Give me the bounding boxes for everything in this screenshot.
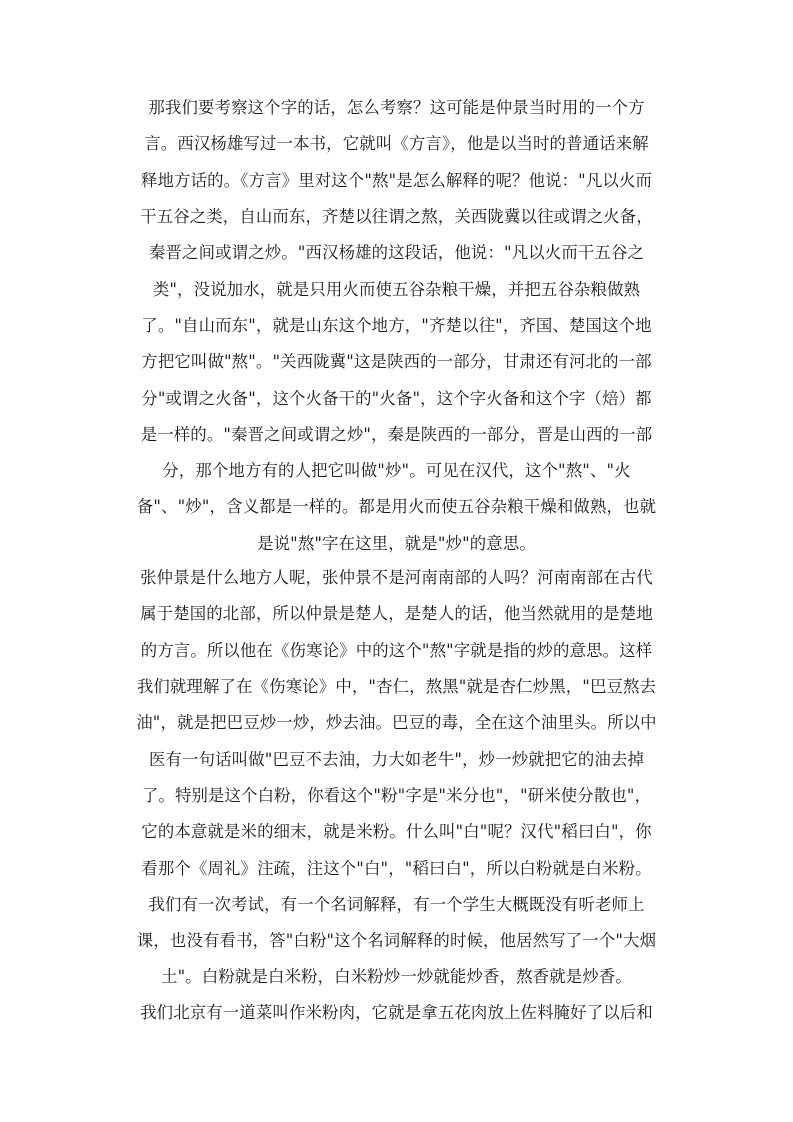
text-line: 备"、"炒"，含义都是一样的。都是用火而使五谷杂粮干燥和做熟，也就	[136, 497, 657, 516]
text-line: 我们有一次考试，有一个名词解释，有一个学生大概既没有听老师上	[148, 895, 645, 914]
text-line: 释地方话的。《方言》里对这个"熬"是怎么解释的呢？他说："凡以火而	[140, 171, 653, 190]
text-line: 土"。白粉就是白米粉，白米粉炒一炒就能炒香，熬香就是炒香。	[161, 967, 632, 986]
text-line: 它的本意就是米的细末，就是米粉。什么叫"白"呢？汉代"稻曰白"，你	[141, 822, 652, 841]
text-line: 那我们要考察这个字的话，怎么考察？这可能是仲景当时用的一个方	[148, 98, 645, 117]
text-line: 医有一句话叫做"巴豆不去油，力大如老牛"，炒一炒就把它的油去掉	[148, 750, 645, 769]
text-line: 是一样的。"秦晋之间或谓之炒"，秦是陕西的一部分，晋是山西的一部	[140, 425, 653, 444]
text-line: 是说"熬"字在这里，就是"炒"的意思。	[257, 534, 536, 553]
text-line: 看那个《周礼》注疏，注这个"白"，"稻曰白"，所以白粉就是白米粉。	[141, 859, 652, 878]
text-line: 类"，没说加水，就是只用火而使五谷杂粮干燥，并把五谷杂粮做熟	[152, 280, 641, 299]
text-line: 油"，就是把巴豆炒一炒，炒去油。巴豆的毒，全在这个油里头。所以中	[136, 713, 657, 732]
text-line: 分"或谓之火备"，这个火备干的"火备"，这个字火备和这个字（焙）都	[141, 389, 652, 408]
text-line: 干五谷之类，自山而东，齐楚以往谓之熬，关西陇冀以往或谓之火备，	[140, 207, 653, 226]
text-line: 属于楚国的北部，所以仲景是楚人，是楚人的话，他当然就用的是楚地	[140, 604, 653, 623]
text-line: 了。特别是这个白粉，你看这个"粉"字是"米分也"，"研米使分散也"，	[141, 786, 652, 805]
text-line: 我们就理解了在《伤寒论》中，"杏仁，熬黑"就是杏仁炒黑，"巴豆熬去	[136, 677, 657, 696]
text-line: 分，那个地方有的人把它叫做"炒"。可见在汉代，这个"熬"、"火	[162, 461, 631, 480]
text-line: 言。西汉杨雄写过一本书，它就叫《方言》，他是以当时的普通话来解	[144, 134, 649, 153]
text-line: 张仲景是什么地方人呢，张仲景不是河南南部的人吗？河南南部在古代	[140, 568, 653, 587]
text-line: 了。"自山而东"，就是山东这个地方，"齐楚以往"，齐国、楚国这个地	[141, 316, 652, 335]
text-line: 方把它叫做"熬"。"关西陇冀"这是陕西的一部分，甘肃还有河北的一部	[141, 352, 652, 371]
text-line: 秦晋之间或谓之炒。"西汉杨雄的这段话，他说："凡以火而干五谷之	[148, 243, 645, 262]
text-line: 的方言。所以他在《伤寒论》中的这个"熬"字就是指的炒的意思。这样	[140, 641, 653, 660]
text-line: 课，也没有看书，答"白粉"这个名词解释的时候，他居然写了一个"大烟	[136, 931, 657, 950]
text-line: 我们北京有一道菜叫作米粉肉，它就是拿五花肉放上佐料腌好了以后和	[140, 1003, 653, 1022]
